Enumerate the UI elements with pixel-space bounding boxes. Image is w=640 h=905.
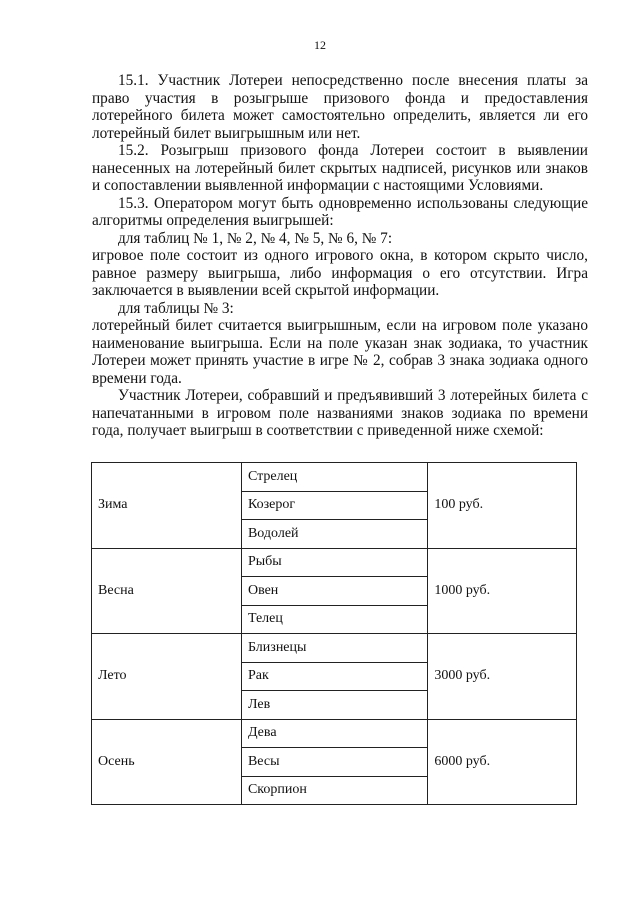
sign-cell: Стрелец (241, 463, 427, 492)
prize-cell: 1000 руб. (428, 548, 577, 634)
season-cell: Весна (92, 548, 242, 634)
prize-cell: 3000 руб. (428, 634, 577, 720)
season-cell: Осень (92, 719, 242, 805)
sign-cell: Скорпион (241, 776, 427, 805)
prize-cell: 100 руб. (428, 463, 577, 549)
sign-cell: Телец (241, 605, 427, 634)
paragraph-15-3: 15.3. Оператором могут быть одновременно использованы следующие алгоритмы определения выигрышей: (92, 194, 588, 229)
sign-cell: Близнецы (241, 634, 427, 663)
table-row (92, 719, 577, 748)
paragraph-prize-scheme: Участник Лотереи, собравший и предъявивший 3 лотерейных билета с напечатанными в игровом поле названиями знаков зодиака по времени года, получает выигрыш в соответствии с приведенной ниже схемой: (92, 387, 588, 439)
table-row (92, 634, 577, 663)
sign-cell: Водолей (241, 520, 427, 549)
sign-cell: Весы (241, 748, 427, 777)
sign-cell: Рыбы (241, 548, 427, 577)
sign-cell: Рак (241, 662, 427, 691)
sign-cell: Козерог (241, 491, 427, 520)
paragraph-winning-ticket: лотерейный билет считается выигрышным, если на игровом поле указано наименование выигрыша. Если на поле указан знак зодиака, то участник Лотереи может принять участие в игре № 2, собрав 3 знака зодиака одного времени года. (92, 317, 588, 387)
season-cell: Лето (92, 634, 242, 720)
paragraph-table-3-heading: для таблицы № 3: (118, 299, 234, 317)
page-number: 12 (314, 38, 326, 52)
paragraph-tables-heading: для таблиц № 1, № 2, № 4, № 5, № 6, № 7: (118, 229, 393, 247)
prize-cell: 6000 руб. (428, 719, 577, 805)
sign-cell: Лев (241, 691, 427, 720)
paragraph-game-field: игровое поле состоит из одного игрового окна, в котором скрыто число, равное размеру выигрыша, либо информация о его отсутствии. Игра заключается в выявлении всей скрытой информации. (92, 247, 588, 299)
paragraph-15-2: 15.2. Розыгрыш призового фонда Лотереи состоит в выявлении нанесенных на лотерейный билет скрытых надписей, рисунков или знаков и сопоставлении выявленной информации с настоящими Условиями. (92, 142, 588, 194)
paragraph-15-1: 15.1. Участник Лотереи непосредственно после внесения платы за право участия в розыгрыше призового фонда и предоставления лотерейного билета может самостоятельно определить, является ли его лотерейный билет выигрышным или нет. (92, 72, 588, 142)
season-cell: Зима (92, 463, 242, 549)
body-text (92, 72, 588, 440)
table-row (92, 463, 577, 492)
sign-cell: Дева (241, 719, 427, 748)
zodiac-prize-table (91, 462, 577, 805)
table-row (92, 548, 577, 577)
sign-cell: Овен (241, 577, 427, 606)
